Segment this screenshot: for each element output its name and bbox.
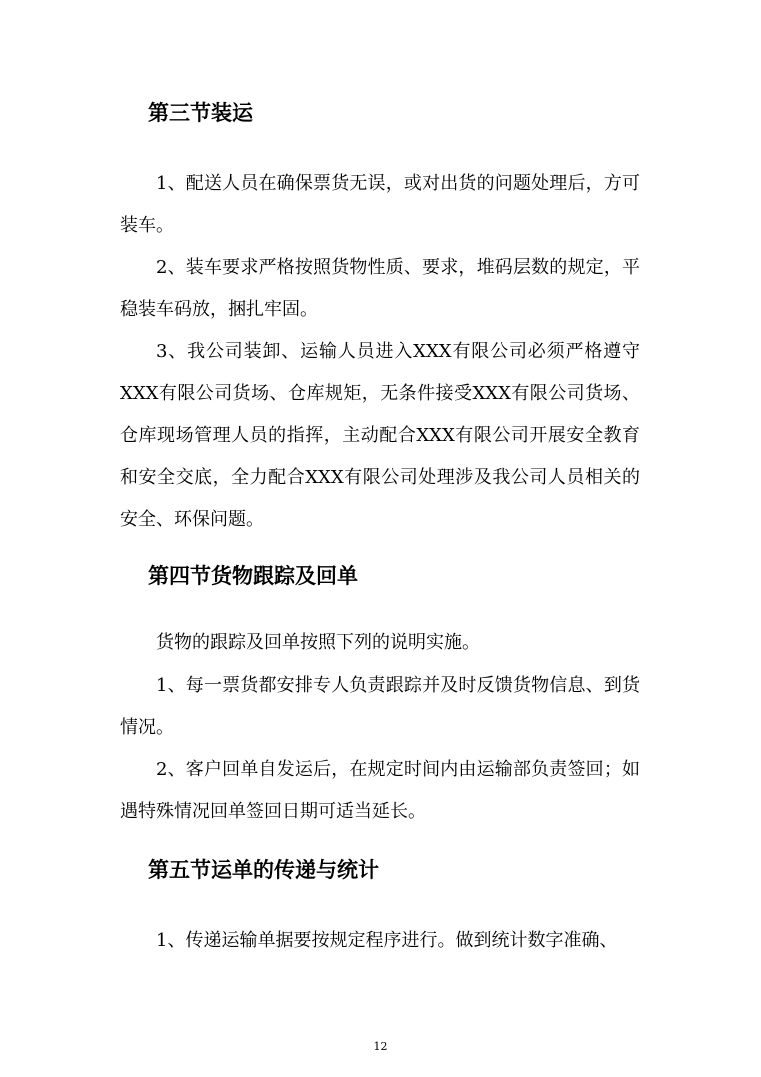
section-heading-3: 第三节装运 xyxy=(148,101,253,125)
section-3-paragraph-1: 1、配送人员在确保票货无误，或对出货的问题处理后，方可装车。 xyxy=(120,173,640,236)
section-heading-4: 第四节货物跟踪及回单 xyxy=(148,564,358,588)
section-3-paragraph-2: 2、装车要求严格按照货物性质、要求，堆码层数的规定，平稳装车码放，捆扎牢固。 xyxy=(120,257,640,320)
section-4-paragraph-1: 货物的跟踪及回单按照下列的说明实施。 xyxy=(156,632,480,653)
section-5-paragraph-1: 1、传递运输单据要按规定程序进行。做到统计数字准确、 xyxy=(156,930,618,951)
section-3-paragraph-3: 3、我公司装卸、运输人员进入XXX有限公司必须严格遵守XXX有限公司货场、仓库规矩，无条件接受XXX有限公司货场、仓库现场管理人员的指挥，主动配合XXX有限公司开展安全教育和安全交底，全力配合XXX有限公司处理涉及我公司人员相关的安全、环保问题。 xyxy=(120,341,640,530)
section-heading-5: 第五节运单的传递与统计 xyxy=(148,858,379,882)
section-4-paragraph-3: 2、客户回单自发运后，在规定时间内由运输部负责签回；如遇特殊情况回单签回日期可适当延长。 xyxy=(120,759,640,822)
section-4-paragraph-2: 1、每一票货都安排专人负责跟踪并及时反馈货物信息、到货情况。 xyxy=(120,675,640,738)
page-number: 12 xyxy=(373,1040,388,1053)
